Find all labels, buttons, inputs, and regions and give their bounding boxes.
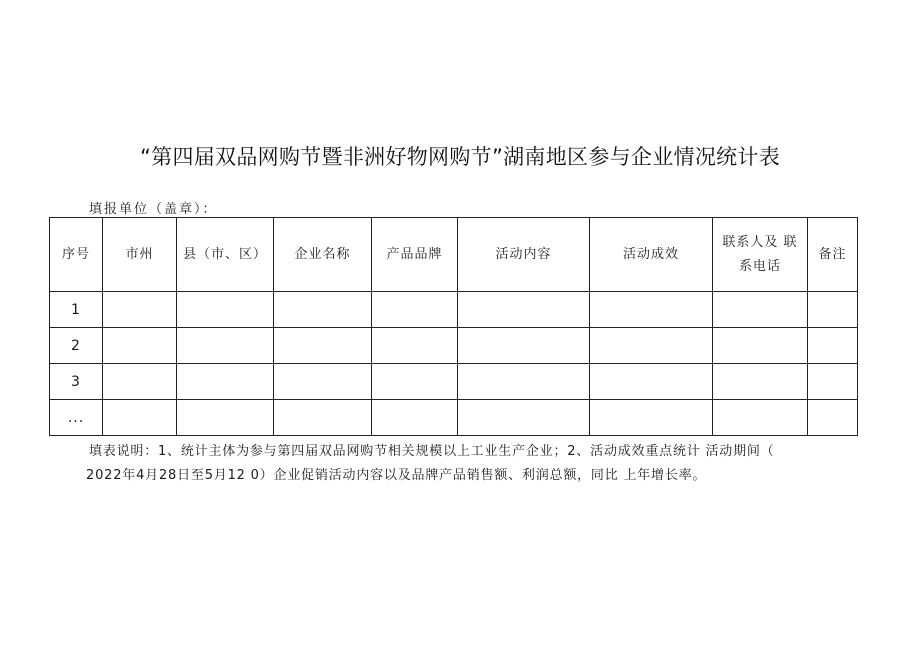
cell-county bbox=[177, 400, 274, 436]
cell-company bbox=[274, 328, 372, 364]
row-index: 2 bbox=[50, 328, 103, 364]
cell-content bbox=[458, 400, 590, 436]
cell-results bbox=[590, 328, 713, 364]
document-title: “第四届双品网购节暨非洲好物网购节”湖南地区参与企业情况统计表 bbox=[139, 145, 781, 169]
header-remarks: 备注 bbox=[808, 218, 858, 292]
fill-instructions bbox=[86, 440, 864, 488]
cell-brand bbox=[372, 400, 458, 436]
cell-company bbox=[274, 292, 372, 328]
cell-brand bbox=[372, 292, 458, 328]
cell-city bbox=[103, 292, 177, 328]
header-contact: 联系人及 联系电话 bbox=[713, 218, 808, 292]
cell-county bbox=[177, 364, 274, 400]
cell-results bbox=[590, 292, 713, 328]
statistics-table bbox=[49, 217, 858, 436]
fill-instructions-line-2: 2022年4月28日至5月12 0）企业促销活动内容以及品牌产品销售额、利润总额，同比 上年增长率。 bbox=[86, 468, 707, 483]
header-index: 序号 bbox=[50, 218, 103, 292]
cell-content bbox=[458, 292, 590, 328]
header-county: 县（市、区） bbox=[177, 218, 274, 292]
cell-remarks bbox=[808, 292, 858, 328]
fill-unit-label: 填报单位（盖章）： bbox=[89, 202, 218, 217]
header-activity-results: 活动成效 bbox=[590, 218, 713, 292]
cell-results bbox=[590, 364, 713, 400]
cell-company bbox=[274, 400, 372, 436]
header-city: 市州 bbox=[103, 218, 177, 292]
cell-brand bbox=[372, 328, 458, 364]
row-index: 1 bbox=[50, 292, 103, 328]
table-row bbox=[50, 292, 858, 328]
cell-county bbox=[177, 328, 274, 364]
cell-city bbox=[103, 364, 177, 400]
cell-contact bbox=[713, 400, 808, 436]
header-activity-content: 活动内容 bbox=[458, 218, 590, 292]
table-row bbox=[50, 364, 858, 400]
cell-company bbox=[274, 364, 372, 400]
cell-contact bbox=[713, 328, 808, 364]
cell-contact bbox=[713, 292, 808, 328]
cell-contact bbox=[713, 364, 808, 400]
cell-city bbox=[103, 400, 177, 436]
cell-brand bbox=[372, 364, 458, 400]
cell-remarks bbox=[808, 364, 858, 400]
table-row bbox=[50, 328, 858, 364]
cell-county bbox=[177, 292, 274, 328]
cell-content bbox=[458, 364, 590, 400]
cell-results bbox=[590, 400, 713, 436]
cell-city bbox=[103, 328, 177, 364]
row-index: 3 bbox=[50, 364, 103, 400]
row-index: ... bbox=[50, 400, 103, 436]
cell-remarks bbox=[808, 400, 858, 436]
cell-remarks bbox=[808, 328, 858, 364]
header-company-name: 企业名称 bbox=[274, 218, 372, 292]
header-product-brand: 产品品牌 bbox=[372, 218, 458, 292]
fill-instructions-line-1: 填表说明：1、统计主体为参与第四届双品网购节相关规模以上工业生产企业；2、活动成效重点统计 活动期间（ bbox=[89, 444, 775, 459]
table-header-row bbox=[50, 218, 858, 292]
cell-content bbox=[458, 328, 590, 364]
table-row bbox=[50, 400, 858, 436]
